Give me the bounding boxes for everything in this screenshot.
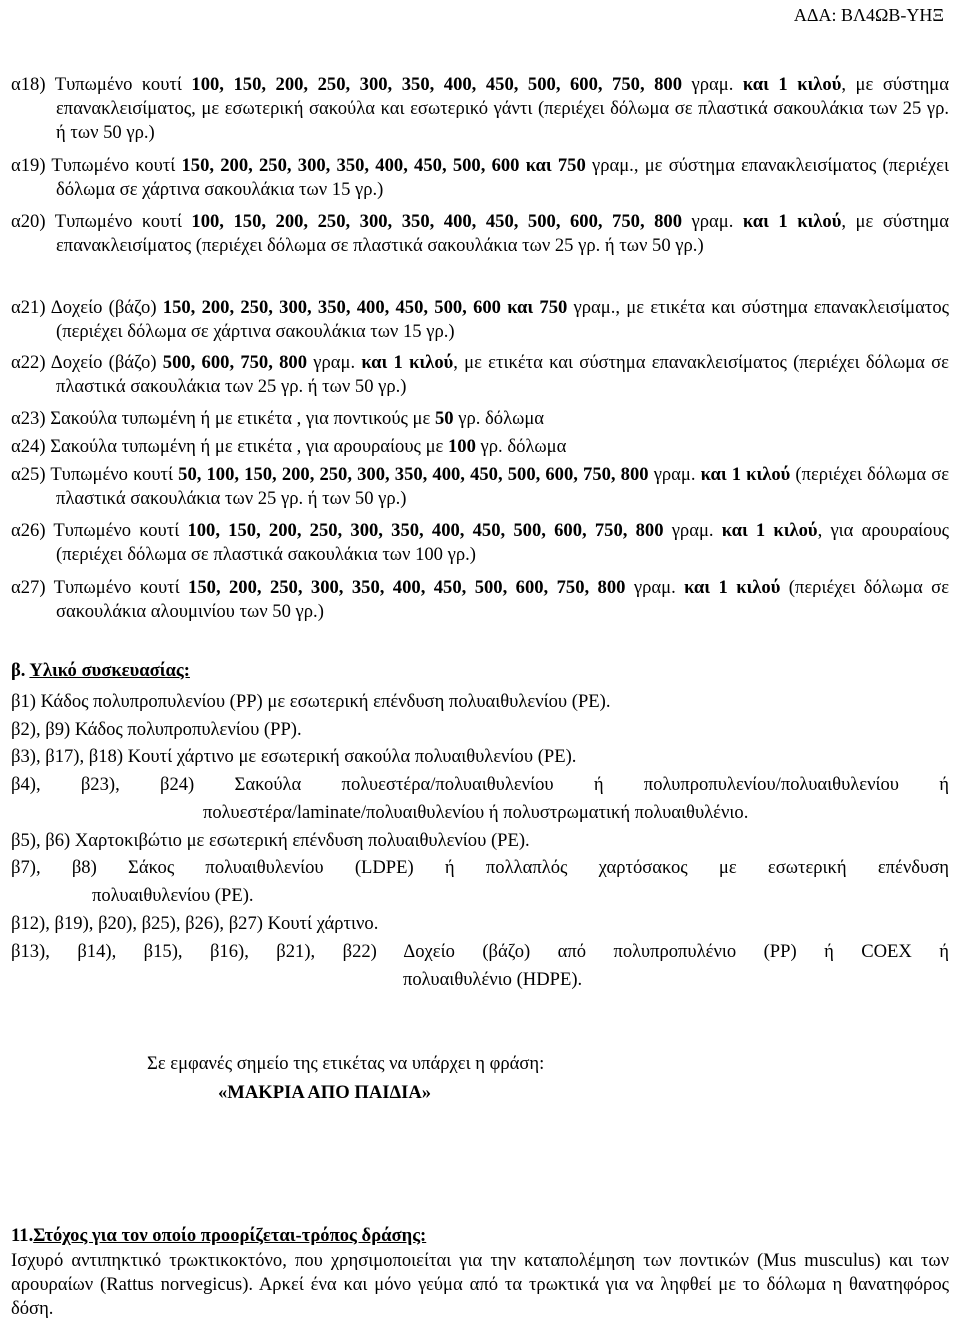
item-number: α20)	[11, 211, 46, 232]
item-a22	[11, 351, 949, 399]
item-a21	[11, 296, 949, 344]
item-text: πολυεστέρα/laminate/πολυαιθυλενίου ή πολυστρωματική πολυαιθυλένιο.	[203, 802, 749, 823]
item-text: γραμ., με ετικέτα και σύστημα επανακλεισίματος (περιέχει δόλωμα σε χάρτινα σακουλάκια των 15 γρ.)	[56, 297, 950, 343]
item-text: πολυαιθυλένιο (HDPE).	[403, 969, 583, 990]
item-text: (περιέχει δόλωμα σε σακουλάκια αλουμινίου των 50 γρ.)	[56, 577, 950, 623]
item-a24	[11, 435, 949, 459]
item-weight: 50	[434, 408, 454, 429]
item-text: γραμ.	[682, 74, 743, 95]
item-b7-cont	[92, 884, 949, 908]
section-beta-heading	[11, 659, 949, 683]
item-b5	[11, 829, 949, 853]
item-number: α19)	[11, 155, 46, 176]
item-text: Τυπωμένο κουτί	[50, 464, 179, 485]
section-11-body: Ισχυρό αντιπηκτικό τρωκτικοκτόνο, που χρησιμοποιείται για την καταπολέμηση των ποντικών (Mus musculus) και των αρουραίων (Rattus norvegicus). Αρκεί ένα και μόνο γεύμα από τα τρωκτικά για να ληφθεί με το δόλωμα η θανατηφόρος δόση.	[11, 1250, 949, 1320]
item-kilo: και 1 κιλού	[742, 211, 842, 232]
item-number: α26)	[11, 520, 46, 541]
item-number: β12), β19), β20), β25), β26), β27)	[11, 913, 263, 934]
item-kilo: και 1 κιλού	[721, 520, 818, 541]
item-weights: 500, 600, 750, 800	[162, 352, 308, 373]
ada-code: ΑΔΑ: ΒΛ4ΩΒ-ΥΗΞ	[793, 5, 944, 25]
item-a20	[11, 210, 949, 258]
item-weights: 150, 200, 250, 300, 350, 400, 450, 500, 600, 750, 800	[188, 577, 626, 598]
item-weights: 50, 100, 150, 200, 250, 300, 350, 400, 450, 500, 600, 750, 800	[178, 464, 649, 485]
item-b4	[11, 773, 949, 797]
item-text: γραμ.	[648, 464, 701, 485]
item-text: Τυπωμένο κουτί	[54, 74, 192, 95]
item-number: α22)	[11, 352, 46, 373]
item-number: β5), β6)	[11, 830, 71, 851]
label-note-line1: Σε εμφανές σημείο της ετικέτας να υπάρχει η φράση:	[147, 1053, 545, 1074]
item-text: Σακούλα τυπωμένη ή με ετικέτα , για ποντικούς με	[50, 408, 435, 429]
item-text: Δοχείο (βάζο)	[50, 297, 163, 318]
item-text: γραμ.	[663, 520, 722, 541]
item-text: Τυπωμένο κουτί	[51, 155, 182, 176]
item-a23	[11, 407, 949, 431]
item-text: Δοχείο (βάζο) από πολυπροπυλένιο (PP) ή COEX ή	[403, 941, 949, 962]
item-text: Κάδος πολυπροπυλενίου (PP) με εσωτερική επένδυση πολυαιθυλενίου (PE).	[40, 691, 611, 712]
item-text: Σακούλα πολυεστέρα/πολυαιθυλενίου ή πολυπροπυλενίου/πολυαιθυλενίου ή	[234, 774, 949, 795]
item-text: Τυπωμένο κουτί	[53, 520, 188, 541]
item-number: β1)	[11, 691, 36, 712]
item-b4-cont	[203, 801, 949, 825]
item-number: β2), β9)	[11, 719, 71, 740]
section-11-heading	[11, 1224, 949, 1248]
item-text: Τυπωμένο κουτί	[54, 211, 192, 232]
item-weights: 150, 200, 250, 300, 350, 400, 450, 500, 600 και 750	[162, 297, 568, 318]
item-text: Σακούλα τυπωμένη ή με ετικέτα , για αρουραίους με	[50, 436, 448, 457]
item-a19	[11, 154, 949, 202]
item-text: (περιέχει δόλωμα σε πλαστικά σακουλάκια των 25 γρ. ή των 50 γρ.)	[56, 464, 950, 510]
item-weight: 100	[448, 436, 476, 457]
item-text: Τυπωμένο κουτί	[53, 577, 189, 598]
item-number: α25)	[11, 464, 46, 485]
item-text: γραμ.	[625, 577, 685, 598]
item-text: , με σύστημα επανακλεισίματος, με εσωτερική σακούλα και εσωτερικό γάντι (περιέχει δόλωμα σε πλαστικά σακουλάκια των 25 γρ. ή των 50 γρ.)	[56, 74, 950, 144]
section-title: Υλικό συσκευασίας:	[29, 660, 190, 681]
item-weights: 100, 150, 200, 250, 300, 350, 400, 450, 500, 600, 750, 800	[191, 211, 683, 232]
item-number: β7), β8)	[11, 857, 97, 878]
item-weights: 100, 150, 200, 250, 300, 350, 400, 450, 500, 600, 750, 800	[187, 520, 664, 541]
item-kilo: και 1 κιλού	[684, 577, 781, 598]
item-number: β4), β23), β24)	[11, 774, 195, 795]
item-weights: 150, 200, 250, 300, 350, 400, 450, 500, 600 και 750	[181, 155, 586, 176]
item-a18	[11, 73, 949, 146]
item-text: , με ετικέτα και σύστημα επανακλεισίματος (περιέχει δόλωμα σε πλαστικά σακουλάκια των 25 γρ. ή των 50 γρ.)	[56, 352, 949, 398]
item-b3	[11, 745, 949, 769]
item-text: γρ. δόλωμα	[453, 408, 545, 429]
item-kilo: και 1 κιλού	[361, 352, 454, 373]
item-text: , για αρουραίους (περιέχει δόλωμα σε πλαστικά σακουλάκια των 100 γρ.)	[56, 520, 950, 566]
item-number: α23)	[11, 408, 46, 429]
item-b2	[11, 718, 949, 742]
item-a25	[11, 463, 949, 511]
item-number: β3), β17), β18)	[11, 746, 124, 767]
item-text: Χαρτοκιβώτιο με εσωτερική επένδυση πολυαιθυλενίου (PE).	[74, 830, 530, 851]
item-text: γραμ., με σύστημα επανακλεισίματος (περιέχει δόλωμα σε χάρτινα σακουλάκια των 15 γρ.)	[56, 155, 949, 201]
item-b1	[11, 690, 949, 714]
item-text: γραμ.	[307, 352, 362, 373]
item-number: α27)	[11, 577, 46, 598]
item-b13	[11, 940, 949, 964]
item-weights: 100, 150, 200, 250, 300, 350, 400, 450, 500, 600, 750, 800	[191, 74, 683, 95]
item-a26	[11, 519, 949, 567]
item-text: γραμ.	[682, 211, 743, 232]
item-number: α24)	[11, 436, 46, 457]
item-kilo: και 1 κιλού	[742, 74, 842, 95]
item-number: α18)	[11, 74, 46, 95]
section-prefix: β.	[11, 660, 30, 681]
item-a27	[11, 576, 949, 624]
item-text: , με σύστημα επανακλεισίματος (περιέχει δόλωμα σε πλαστικά σακουλάκια των 25 γρ. ή των 50 γρ.)	[56, 211, 950, 257]
section-number: 11.	[11, 1225, 34, 1246]
item-number: β13), β14), β15), β16), β21), β22)	[11, 941, 377, 962]
item-text: Κουτί χάρτινο με εσωτερική σακούλα πολυαιθυλενίου (PE).	[127, 746, 577, 767]
section-title: Στόχος για τον οποίο προορίζεται-τρόπος δράσης:	[33, 1225, 427, 1246]
item-text: Κάδος πολυπροπυλενίου (PP).	[74, 719, 302, 740]
item-b12	[11, 912, 949, 936]
item-number: α21)	[11, 297, 46, 318]
item-text: γρ. δόλωμα	[475, 436, 567, 457]
item-text: Σάκος πολυαιθυλενίου (LDPE) ή πολλαπλός χαρτόσακος με εσωτερική επένδυση	[128, 857, 949, 878]
item-text: Κουτί χάρτινο.	[267, 913, 379, 934]
item-b13-cont	[403, 968, 949, 992]
item-text: Δοχείο (βάζο)	[50, 352, 163, 373]
item-text: πολυαιθυλενίου (PE).	[92, 885, 254, 906]
item-kilo: και 1 κιλού	[700, 464, 791, 485]
label-warning-phrase: «ΜΑΚΡΙΑ ΑΠΟ ΠΑΙΔΙΑ»	[218, 1082, 432, 1103]
item-b7	[11, 856, 949, 880]
